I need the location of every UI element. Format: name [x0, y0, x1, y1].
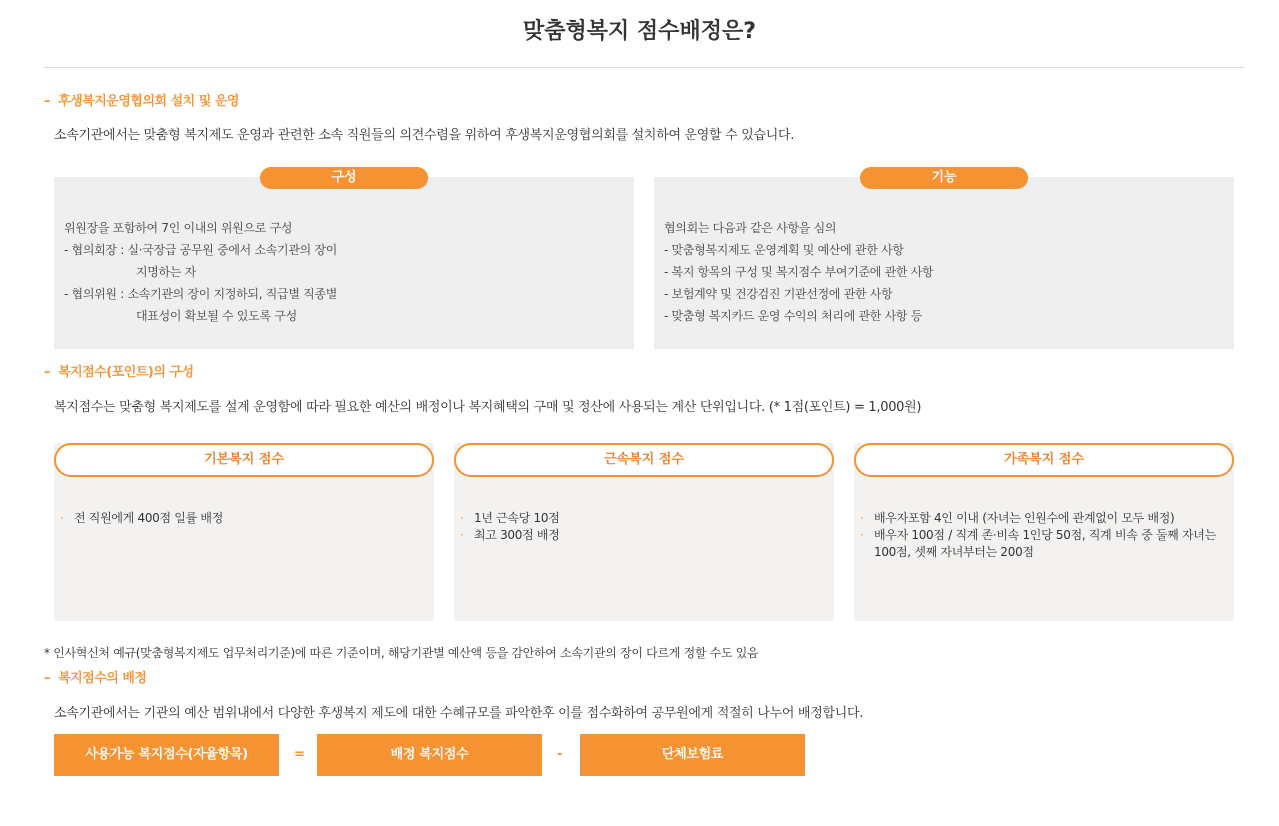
list-item — [60, 510, 420, 527]
function-line: - 맞춤형복지제도 운영계획 및 예산에 관한 사항 — [664, 243, 904, 257]
list-item-text: 최고 300점 배정 — [474, 528, 560, 542]
list-item — [860, 510, 1220, 527]
section-heading-points — [44, 361, 194, 380]
composition-line: 대표성이 확보될 수 있도록 구성 — [136, 309, 297, 323]
function-line: - 맞춤형 복지카드 운영 수익의 처리에 관한 사항 등 — [664, 309, 922, 323]
section-heading-allocation — [44, 667, 147, 686]
list-item — [860, 527, 1220, 561]
bullet-icon: · — [460, 511, 464, 525]
service-points-card — [454, 443, 834, 621]
section-marker: – — [44, 94, 50, 109]
bullet-icon: · — [860, 528, 864, 542]
list-item-text: 1년 근속당 10점 — [474, 511, 560, 525]
section-heading-text: 후생복지운영협의회 설치 및 운영 — [58, 94, 239, 109]
function-line: - 복지 항목의 구성 및 복지점수 부여기준에 관한 사항 — [664, 265, 934, 279]
page-title: 맞춤형복지 점수배정은? — [523, 19, 756, 44]
list-item — [460, 527, 820, 544]
bullet-icon: · — [860, 511, 864, 525]
card-title: 기본복지 점수 — [54, 443, 434, 477]
section-heading-council — [44, 90, 239, 109]
function-line: 협의회는 다음과 같은 사항을 심의 — [664, 221, 837, 235]
list-item-text: 배우자포함 4인 이내 (자녀는 인원수에 관계없이 모두 배정) — [874, 511, 1175, 525]
available-points-box: 사용가능 복지점수(자율항목) — [54, 734, 279, 776]
family-points-card — [854, 443, 1234, 621]
title-divider — [44, 67, 1244, 68]
composition-label: 구성 — [260, 167, 428, 189]
allocated-points-box: 배정 복지점수 — [317, 734, 542, 776]
section-description: 복지점수는 맞춤형 복지제도를 설계 운영함에 따라 필요한 예산의 배정이나 복지혜택의 구매 및 정산에 사용되는 계산 단위입니다. (* 1점(포인트) = 1,000원) — [54, 400, 922, 415]
card-list — [460, 510, 820, 544]
section-marker: – — [44, 671, 50, 686]
composition-line: 위원장을 포함하여 7인 이내의 위원으로 구성 — [64, 221, 293, 235]
group-insurance-box: 단체보험료 — [580, 734, 805, 776]
composition-line: - 협의위원 : 소속기관의 장이 지정하되, 직급별 직종별 — [64, 287, 338, 301]
card-list — [60, 510, 420, 527]
section-heading-text: 복지점수(포인트)의 구성 — [58, 365, 194, 380]
footnote: * 인사혁신처 예규(맞춤형복지제도 업무처리기준)에 따른 기준이며, 해당기관별 예산액 등을 감안하여 소속기관의 장이 다르게 정할 수도 있음 — [44, 646, 759, 660]
function-label: 기능 — [860, 167, 1028, 189]
basic-points-card — [54, 443, 434, 621]
composition-text — [64, 217, 337, 327]
function-line: - 보험계약 및 건강검진 기관선정에 관한 사항 — [664, 287, 893, 301]
bullet-icon: · — [60, 511, 64, 525]
equals-sign: = — [294, 747, 305, 762]
function-text — [664, 217, 933, 327]
card-list — [860, 510, 1220, 561]
minus-sign: - — [557, 747, 563, 762]
card-title: 가족복지 점수 — [854, 443, 1234, 477]
section-description: 소속기관에서는 기관의 예산 범위내에서 다양한 후생복지 제도에 대한 수혜규모를 파악한후 이를 점수화하여 공무원에게 적절히 나누어 배정합니다. — [54, 706, 864, 721]
list-item-text: 전 직원에게 400점 일률 배정 — [74, 511, 223, 525]
list-item-text: 배우자 100점 / 직계 존·비속 1인당 50점, 직계 비속 중 둘째 자녀는 100점, 셋째 자녀부터는 200점 — [874, 528, 1216, 559]
list-item — [460, 510, 820, 527]
composition-line: - 협의회장 : 실·국장급 공무원 중에서 소속기관의 장이 — [64, 243, 338, 257]
bullet-icon: · — [460, 528, 464, 542]
composition-line: 지명하는 자 — [136, 265, 196, 279]
card-title: 근속복지 점수 — [454, 443, 834, 477]
section-marker: – — [44, 365, 50, 380]
section-heading-text: 복지점수의 배정 — [58, 671, 147, 686]
section-description: 소속기관에서는 맞춤형 복지제도 운영과 관련한 소속 직원들의 의견수렴을 위하여 후생복지운영협의회를 설치하여 운영할 수 있습니다. — [54, 128, 795, 143]
